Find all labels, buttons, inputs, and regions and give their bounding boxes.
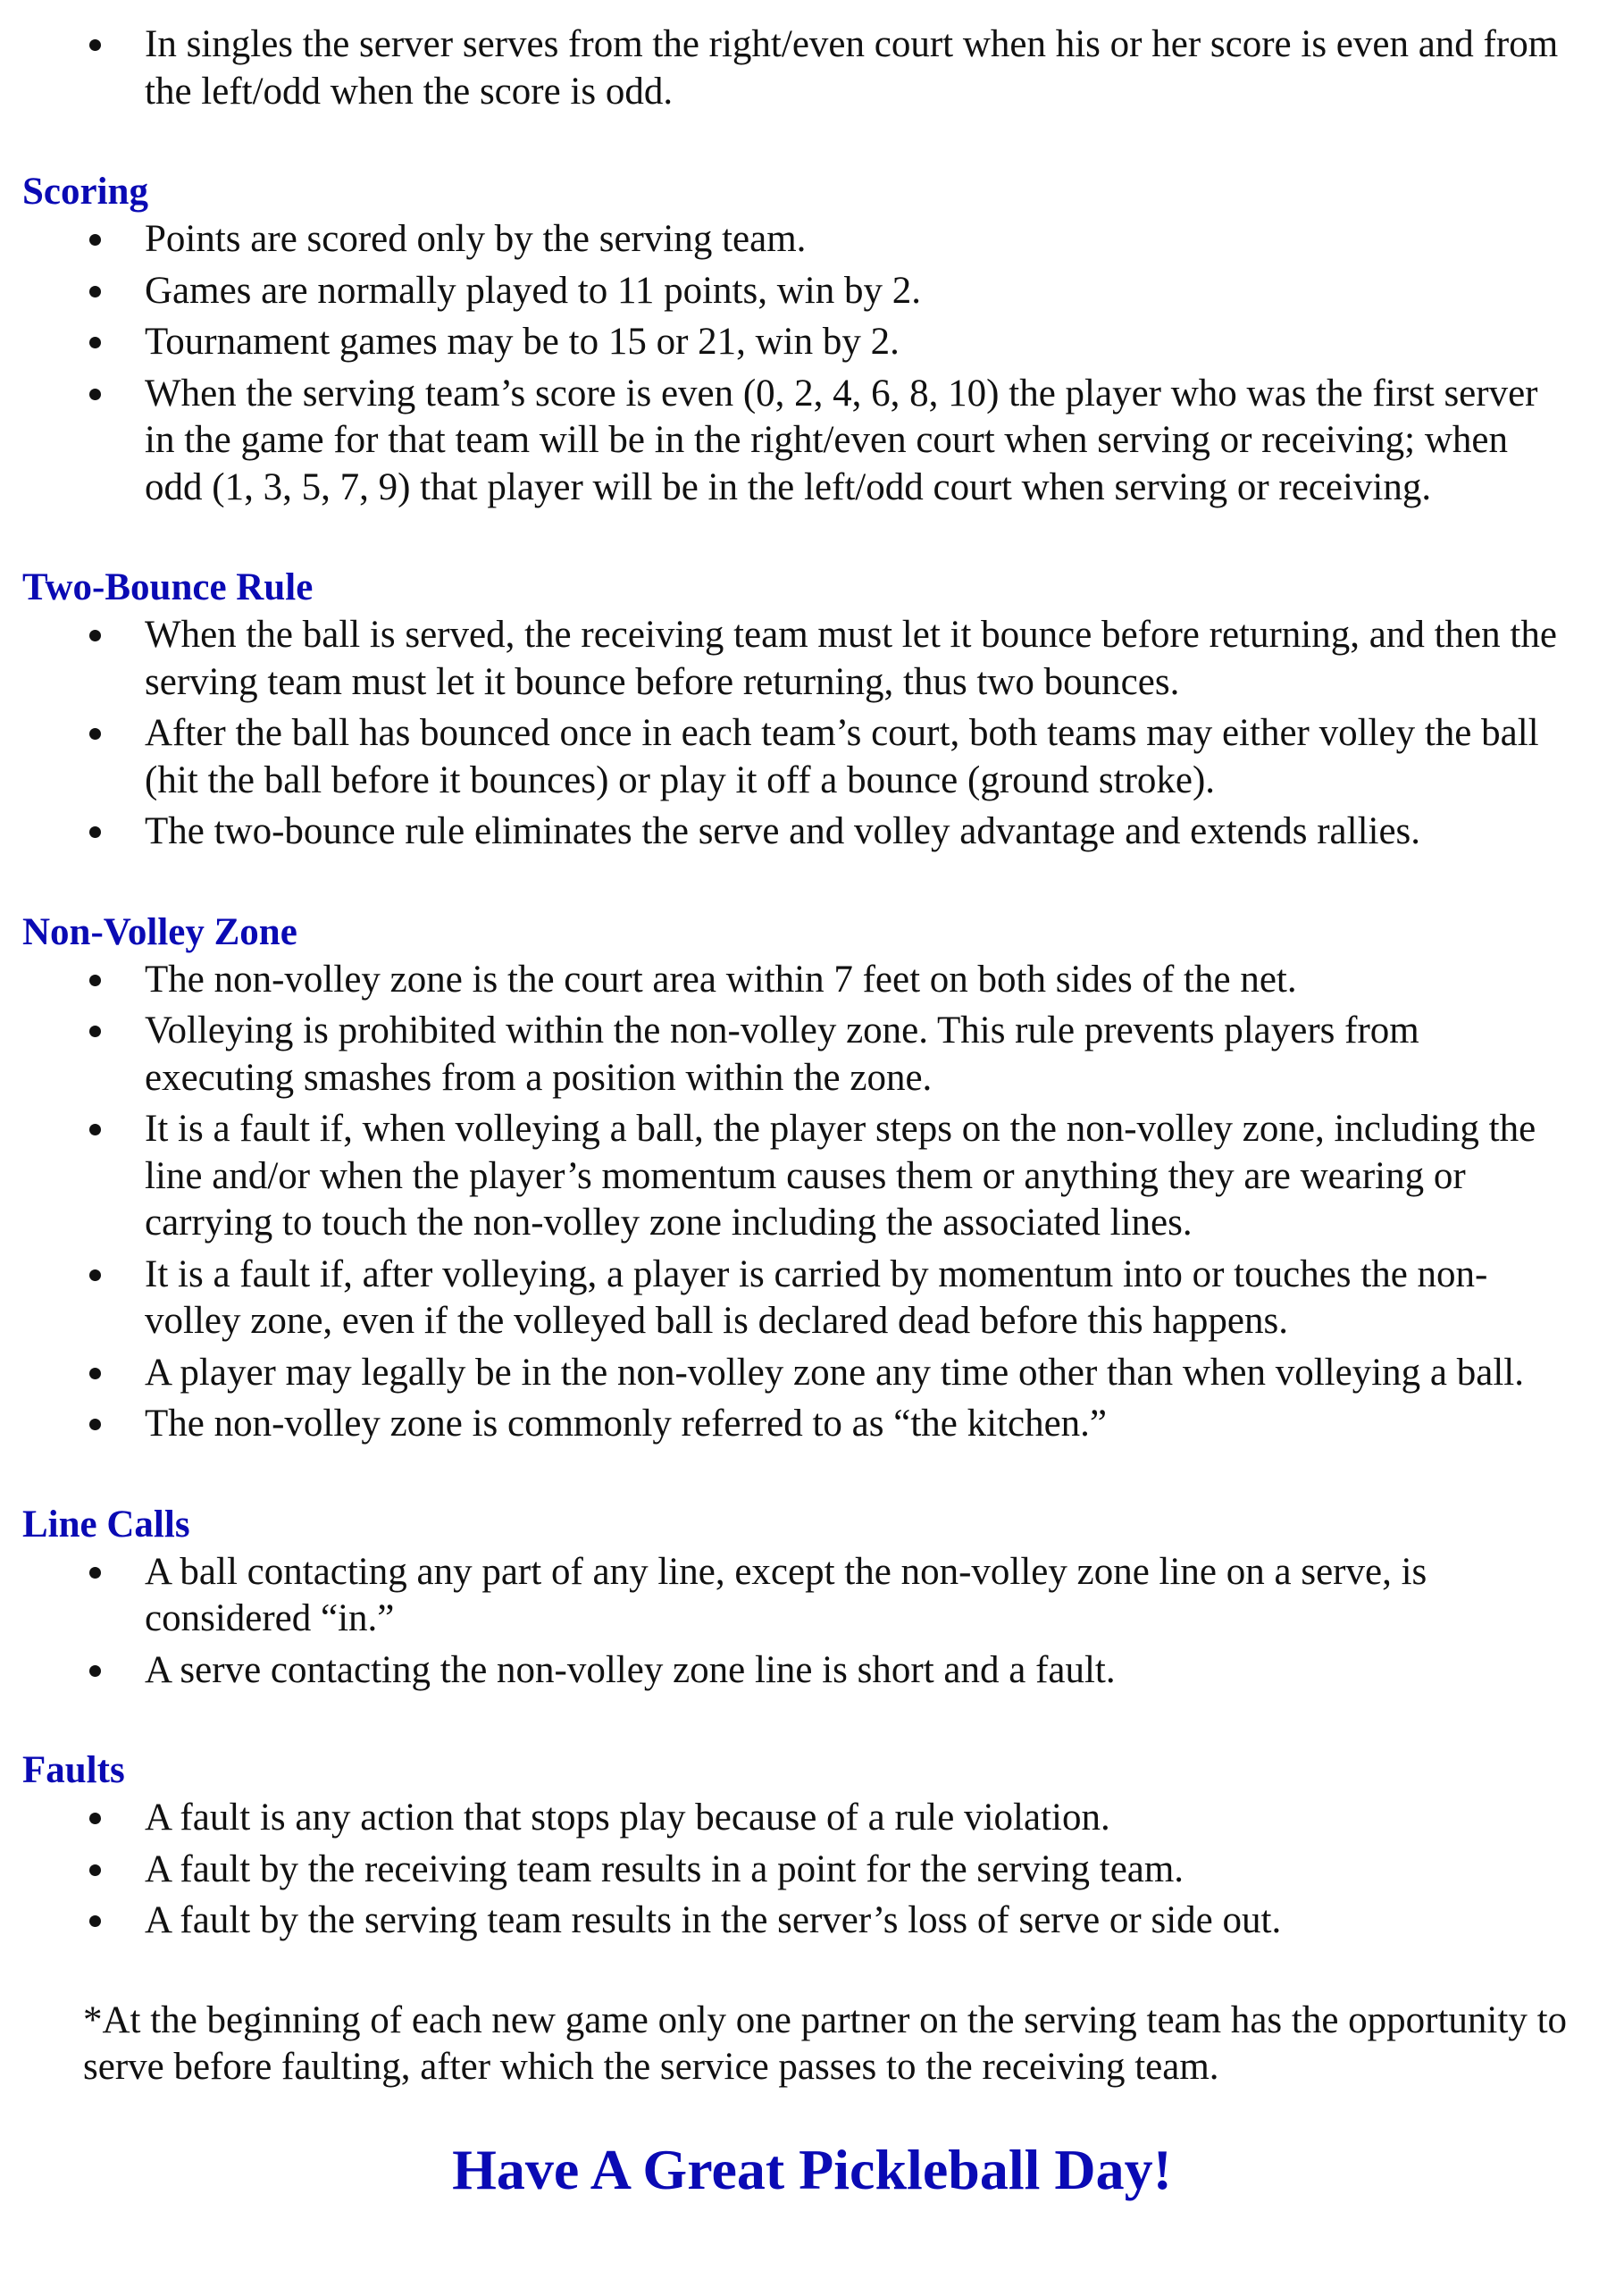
faults-item: A fault by the receiving team results in a point for the serving team. — [22, 1847, 1570, 1894]
two-bounce-list — [22, 612, 1570, 856]
line-calls-section — [22, 1501, 1570, 1695]
two-bounce-heading: Two-Bounce Rule — [22, 566, 314, 608]
non-volley-item: It is a fault if, after volleying, a player is carried by momentum into or touches the non-volley zone, even if the volleyed ball is declared dead before this happens. — [22, 1252, 1570, 1345]
line-calls-item: A serve contacting the non-volley zone line is short and a fault. — [22, 1647, 1570, 1695]
non-volley-item: The non-volley zone is commonly referred to as “the kitchen.” — [22, 1401, 1570, 1448]
line-calls-item: A ball contacting any part of any line, except the non-volley zone line on a serve, is considered “in.” — [22, 1549, 1570, 1643]
intro-list — [22, 21, 1570, 115]
faults-section — [22, 1747, 1570, 1945]
non-volley-section — [22, 909, 1570, 1448]
non-volley-item: A player may legally be in the non-volley zone any time other than when volleying a ball. — [22, 1350, 1570, 1397]
two-bounce-item: After the ball has bounced once in each team’s court, both teams may either volley the ball (hit the ball before it bounces) or play it off a bounce (ground stroke). — [22, 710, 1570, 804]
two-bounce-section — [22, 564, 1570, 856]
scoring-item: Tournament games may be to 15 or 21, win by 2. — [22, 319, 1570, 366]
scoring-list — [22, 216, 1570, 511]
non-volley-item: It is a fault if, when volleying a ball, the player steps on the non-volley zone, including the line and/or when the player’s momentum causes them or anything they are wearing or carrying to touch the non-volley zone including the associated lines. — [22, 1106, 1570, 1247]
scoring-item: When the serving team’s score is even (0, 2, 4, 6, 8, 10) the player who was the first server in the game for that team will be in the right/even court when serving or receiving; when odd (1, 3, 5, 7, 9) that player will be in the left/odd court when serving or receiving. — [22, 371, 1570, 512]
two-bounce-item: The two-bounce rule eliminates the serve and volley advantage and extends rallies. — [22, 808, 1570, 856]
two-bounce-item: When the ball is served, the receiving team must let it bounce before returning, and then the serving team must let it bounce before returning, thus two bounces. — [22, 612, 1570, 706]
faults-item: A fault is any action that stops play because of a rule violation. — [22, 1795, 1570, 1842]
intro-section — [22, 21, 1570, 115]
non-volley-item: Volleying is prohibited within the non-volley zone. This rule prevents players from executing smashes from a position within the zone. — [22, 1008, 1570, 1102]
faults-list — [22, 1795, 1570, 1945]
faults-heading: Faults — [22, 1749, 125, 1791]
scoring-heading: Scoring — [22, 171, 148, 213]
non-volley-list — [22, 957, 1570, 1448]
non-volley-heading: Non-Volley Zone — [22, 910, 297, 953]
scoring-section — [22, 168, 1570, 511]
line-calls-heading: Line Calls — [22, 1503, 190, 1546]
intro-item: In singles the server serves from the right/even court when his or her score is even and from the left/odd when the score is odd. — [22, 21, 1570, 115]
closing-message: Have A Great Pickleball Day! — [452, 2137, 1172, 2201]
line-calls-list — [22, 1549, 1570, 1695]
non-volley-item: The non-volley zone is the court area within 7 feet on both sides of the net. — [22, 957, 1570, 1004]
scoring-item: Games are normally played to 11 points, win by 2. — [22, 268, 1570, 315]
scoring-item: Points are scored only by the serving team. — [22, 216, 1570, 264]
serving-footnote: *At the beginning of each new game only one partner on the serving team has the opportunity to serve before faulting, after which the service passes to the receiving team. — [83, 1998, 1568, 2088]
faults-item: A fault by the serving team results in the server’s loss of serve or side out. — [22, 1897, 1570, 1945]
